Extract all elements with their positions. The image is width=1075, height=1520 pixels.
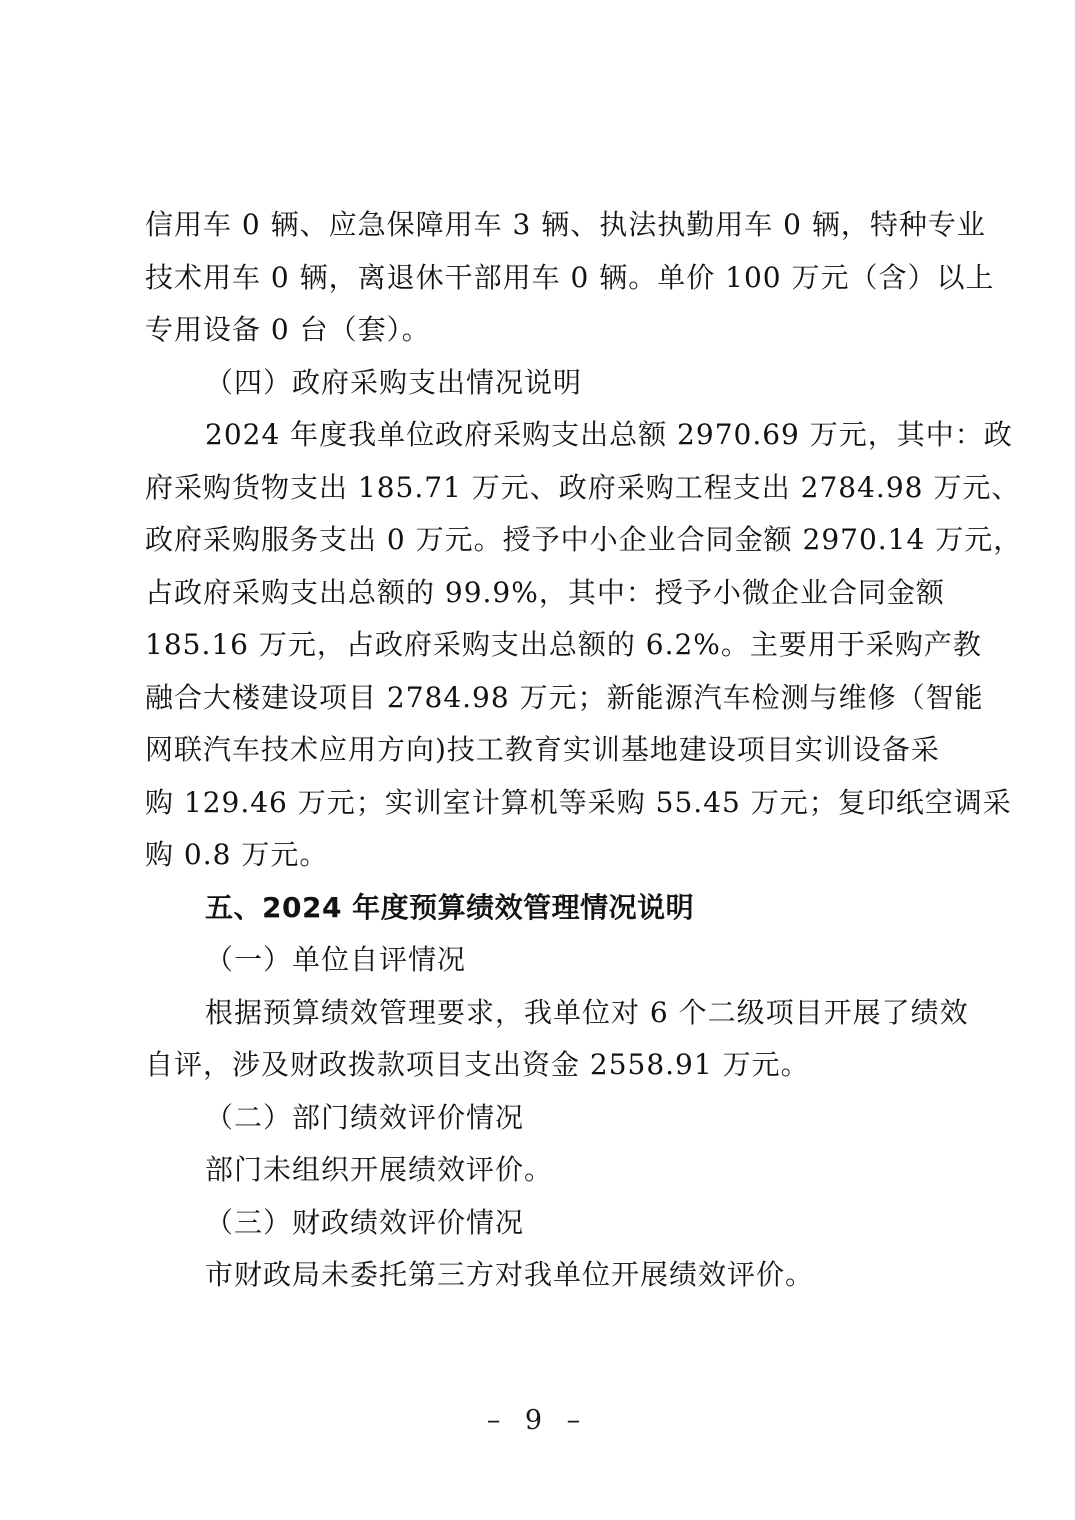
page-number: – 9 – (486, 1405, 589, 1436)
body-line: 网联汽车技术应用方向)技工教育实训基地建设项目实训设备采 (145, 733, 940, 766)
body-line: 185.16 万元，占政府采购支出总额的 6.2%。主要用于采购产教 (145, 628, 982, 661)
body-line: 购 0.8 万元。 (145, 838, 329, 871)
body-line: 根据预算绩效管理要求，我单位对 6 个二级项目开展了绩效 (205, 995, 969, 1029)
heading-fiscal-evaluation: （三）财政绩效评价情况 (205, 1205, 525, 1239)
heading-procurement-expenditure: （四）政府采购支出情况说明 (205, 365, 583, 399)
body-line: 信用车 0 辆、应急保障用车 3 辆、执法执勤用车 0 辆，特种专业 (145, 208, 986, 241)
body-line: 占政府采购支出总额的 99.9%，其中：授予小微企业合同金额 (145, 575, 945, 609)
heading-department-evaluation: （二）部门绩效评价情况 (205, 1100, 525, 1134)
body-line: 部门未组织开展绩效评价。 (205, 1153, 554, 1186)
body-line: 2024 年度我单位政府采购支出总额 2970.69 万元，其中：政 (205, 418, 1013, 451)
document-body (145, 199, 1023, 1302)
body-line: 技术用车 0 辆，离退休干部用车 0 辆。单价 100 万元（含）以上 (145, 260, 995, 294)
body-line: 专用设备 0 台（套）。 (145, 313, 431, 346)
body-line: 融合大楼建设项目 2784.98 万元；新能源汽车检测与维修（智能 (145, 680, 984, 714)
body-line: 购 129.46 万元；实训室计算机等采购 55.45 万元；复印纸空调采 (145, 785, 1012, 819)
heading-unit-self-evaluation: （一）单位自评情况 (205, 943, 467, 976)
body-line: 自评，涉及财政拨款项目支出资金 2558.91 万元。 (145, 1048, 810, 1081)
heading-performance-management: 五、2024 年度预算绩效管理情况说明 (205, 890, 695, 924)
body-line: 市财政局未委托第三方对我单位开展绩效评价。 (205, 1258, 815, 1291)
body-line: 府采购货物支出 185.71 万元、政府采购工程支出 2784.98 万元、 (145, 470, 1021, 504)
body-line: 政府采购服务支出 0 万元。授予中小企业合同金额 2970.14 万元， (145, 523, 1023, 556)
